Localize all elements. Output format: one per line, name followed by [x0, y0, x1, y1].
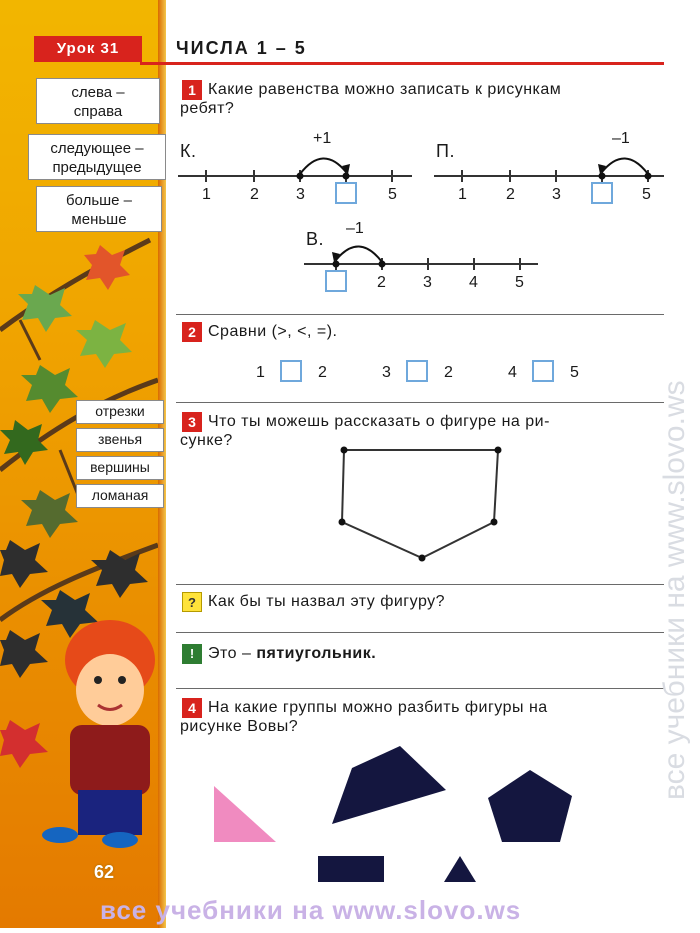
- term-line: справа: [73, 103, 123, 120]
- term-line: больше –: [65, 192, 133, 209]
- term-polyline: ломаная: [76, 484, 164, 508]
- question-text: Как бы ты назвал эту фигуру?: [208, 593, 446, 610]
- answer-bold: пятиугольник.: [256, 645, 377, 662]
- divider: [176, 688, 664, 689]
- question-badge: ?: [182, 592, 202, 612]
- task4-line2: рисунке Вовы?: [180, 718, 299, 735]
- answer-prefix: Это –: [208, 645, 252, 662]
- task4-text: [180, 698, 658, 736]
- compare-answer-box[interactable]: [532, 360, 554, 382]
- compare-left-value: 3: [382, 364, 391, 381]
- task-number-3: 3: [182, 412, 202, 432]
- compare-answer-box[interactable]: [280, 360, 302, 382]
- numberline-v-tick-label: 2: [377, 274, 386, 291]
- compare-right-value: 5: [570, 364, 579, 381]
- vertical-watermark: [654, 140, 694, 840]
- answer-badge: !: [182, 644, 202, 664]
- page-title: ЧИСЛА 1 – 5: [176, 38, 307, 58]
- shapes-group-illustration: [200, 740, 600, 890]
- task1-line1: Какие равенства можно записать к рисункам: [208, 81, 562, 98]
- task2-text: Сравни (>, <, =).: [208, 323, 338, 340]
- numberline-k-jump: +1: [313, 130, 332, 147]
- task3-line2: сунке?: [180, 432, 233, 449]
- navy-quadrilateral: [332, 746, 446, 824]
- divider: [176, 584, 664, 585]
- title-underline: [140, 62, 664, 65]
- pentagon-polyline-figure: [330, 440, 514, 570]
- numberline-p-answer-box[interactable]: [591, 182, 613, 204]
- term-line: предыдущее: [52, 159, 142, 176]
- bottom-watermark: все учебники на www.slovo.ws: [100, 895, 522, 925]
- numberline-k-name: К.: [180, 141, 197, 161]
- numberline-k-tick-label: 3: [296, 186, 305, 203]
- task-number-2: 2: [182, 322, 202, 342]
- vertical-watermark-text: все учебники на www.slovo.ws: [658, 380, 691, 800]
- numberline-v-tick-label: 4: [469, 274, 478, 291]
- compare-right-value: 2: [318, 364, 327, 381]
- navy-rectangle: [318, 856, 384, 882]
- numberline-v-tick-label: 5: [515, 274, 524, 291]
- task-number-4: 4: [182, 698, 202, 718]
- task1-text: [180, 80, 658, 118]
- numberline-v-jump: –1: [346, 220, 364, 237]
- numberline-p-tick-label: 2: [506, 186, 515, 203]
- term-box-next-previous: [28, 134, 166, 180]
- page-number: 62: [94, 862, 115, 882]
- navy-small-triangle: [444, 856, 476, 882]
- compare-answer-box[interactable]: [406, 360, 428, 382]
- divider: [176, 314, 664, 315]
- numberline-k-tick-label: 2: [250, 186, 259, 203]
- lesson-badge: Урок 31: [34, 36, 142, 62]
- term-segments: отрезки: [76, 400, 164, 424]
- numberline-p: [432, 126, 668, 206]
- numberline-p-name: П.: [436, 141, 455, 161]
- numberline-k-answer-box[interactable]: [335, 182, 357, 204]
- numberline-p-tick-label: 1: [458, 186, 467, 203]
- compare-left-value: 4: [508, 364, 517, 381]
- pink-triangle: [214, 786, 276, 842]
- term-box-left-right: [36, 78, 160, 124]
- navy-pentagon: [488, 770, 572, 842]
- task1-line2: ребят?: [180, 100, 235, 117]
- term-links: звенья: [76, 428, 164, 452]
- task3-line1: Что ты можешь рассказать о фигуре на ри-: [208, 413, 550, 430]
- numberline-v-name: В.: [306, 229, 325, 249]
- answer-text: [208, 644, 376, 663]
- compare-right-value: 2: [444, 364, 453, 381]
- term-line: следующее –: [50, 140, 144, 157]
- task-number-1: 1: [182, 80, 202, 100]
- numberline-p-tick-label: 3: [552, 186, 561, 203]
- task4-line1: На какие группы можно разбить фигуры на: [208, 699, 548, 716]
- divider: [176, 402, 664, 403]
- compare-left-value: 1: [256, 364, 265, 381]
- numberline-p-jump: –1: [612, 130, 630, 147]
- term-line: слева –: [71, 84, 125, 101]
- term-box-more-less: [36, 186, 162, 232]
- term-vertices: вершины: [76, 456, 164, 480]
- numberline-k-tick-label: 1: [202, 186, 211, 203]
- divider: [176, 632, 664, 633]
- numberline-v-answer-box[interactable]: [325, 270, 347, 292]
- term-line: меньше: [71, 211, 127, 228]
- numberline-p-tick-label: 5: [642, 186, 651, 203]
- numberline-k-tick-label: 5: [388, 186, 397, 203]
- numberline-v-tick-label: 3: [423, 274, 432, 291]
